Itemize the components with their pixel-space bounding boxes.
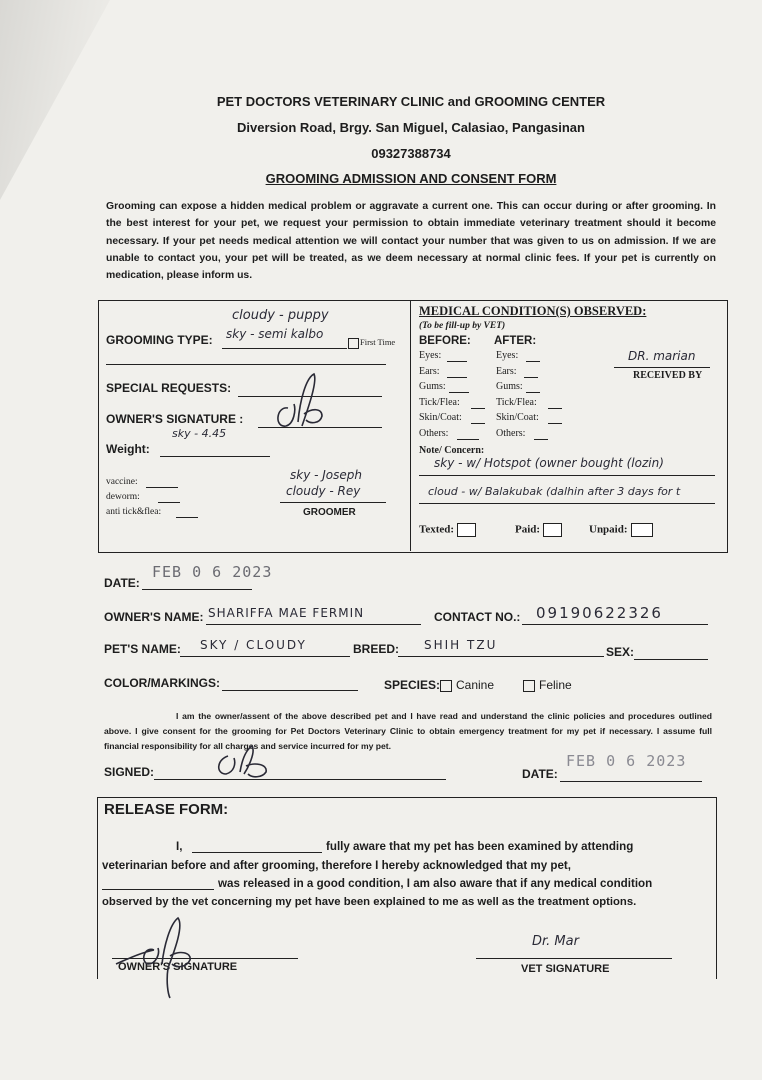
vet-signature-label: VET SIGNATURE [521, 963, 610, 975]
contact-label: CONTACT NO.: [434, 610, 521, 624]
texted-checkbox[interactable] [419, 523, 476, 537]
medical-after-row-field[interactable] [526, 361, 540, 362]
signed-label: SIGNED: [104, 765, 155, 779]
received-by-value: DR. marian [628, 349, 696, 363]
release-line3: was released in a good condition, I am also aware that if any medical condition [218, 877, 653, 890]
release-owner-signature-label: OWNER'S SIGNATURE [118, 961, 238, 973]
date-field[interactable] [142, 589, 252, 590]
tick-flea-field[interactable] [176, 517, 198, 518]
special-requests-label: SPECIAL REQUESTS: [106, 381, 232, 395]
clinic-address: Diversion Road, Brgy. San Miguel, Calasiao, Pangasinan [237, 120, 585, 135]
note-field-2 [419, 503, 715, 504]
medical-before-row-field[interactable] [471, 408, 485, 409]
grooming-type-line2: sky - semi kalbo [226, 327, 324, 341]
signed-date-field[interactable] [560, 781, 702, 782]
color-field[interactable] [222, 690, 358, 691]
signed-date-stamp: FEB 0 6 2023 [566, 752, 687, 770]
species-feline-option[interactable] [523, 678, 572, 692]
species-canine-option[interactable] [440, 678, 494, 692]
release-line2: veterinarian before and after grooming, therefore I hereby acknowledged that my pet, [102, 859, 572, 872]
owner-name-label: OWNER'S NAME: [104, 610, 204, 624]
medical-before-row-field[interactable] [471, 423, 485, 424]
release-pet-field[interactable] [102, 889, 214, 890]
medical-before-row-label: Eyes: [419, 350, 442, 361]
received-by-label: RECEIVED BY [633, 370, 703, 381]
canine-box-icon [440, 680, 452, 692]
medical-after-row-field[interactable] [548, 408, 562, 409]
after-label: AFTER: [494, 335, 537, 347]
date-stamp: FEB 0 6 2023 [152, 563, 273, 581]
groomer-line1: sky - Joseph [290, 468, 362, 482]
consent-paragraph: I am the owner/assent of the above described pet and I have read and understand the clinic policies and procedures outlined above. I give consent for the grooming for Pet Doctors Veterinary Clinic to obtain emergency treatment for my pet if necessary. I assume full financial responsibility for all charges and service incurred for my pet. [104, 711, 712, 751]
medical-after-row-field[interactable] [524, 377, 538, 378]
medical-after-row-label: Skin/Coat: [496, 412, 539, 423]
owner-signature-scribble [270, 370, 330, 440]
received-by-line [614, 367, 710, 368]
groomer-line [280, 502, 386, 503]
medical-after-row-label: Tick/Flea: [496, 396, 537, 408]
medical-before-row-field[interactable] [457, 439, 479, 440]
groomer-label: GROOMER [303, 507, 356, 518]
first-time-label: First Time [360, 337, 396, 347]
release-name-field[interactable] [192, 852, 322, 853]
clinic-name: PET DOCTORS VETERINARY CLINIC and GROOMING CENTER [216, 94, 606, 109]
release-title: RELEASE FORM: [104, 801, 229, 818]
unpaid-box-icon [631, 523, 653, 537]
breed-value: SHIH TZU [424, 638, 498, 652]
medical-after-row-field[interactable] [534, 439, 548, 440]
texted-box-icon [457, 523, 476, 537]
sex-label: SEX: [606, 645, 635, 659]
medical-after-row-label: Ears: [496, 365, 517, 377]
medical-after-row-field[interactable] [548, 423, 562, 424]
signed-scribble [212, 744, 282, 794]
weight-value: sky - 4.45 [172, 427, 227, 440]
pet-name-field[interactable] [180, 656, 350, 657]
medical-before-row-field[interactable] [449, 392, 469, 393]
note-label: Note/ Concern: [419, 445, 485, 456]
signed-date-label: DATE: [522, 767, 558, 781]
sex-field[interactable] [634, 659, 708, 660]
vet-signature-line[interactable] [476, 958, 672, 959]
release-owner-scribble [114, 912, 204, 1002]
texted-label: Texted: [419, 523, 455, 536]
owner-signature-label: OWNER'S SIGNATURE : [106, 412, 244, 426]
clinic-phone: 09327388734 [371, 146, 451, 161]
grooming-type-line-2 [106, 364, 386, 365]
first-time-box-icon [348, 338, 359, 349]
species-feline-label: Feline [539, 678, 572, 692]
unpaid-label: Unpaid: [589, 523, 628, 536]
color-label: COLOR/MARKINGS: [104, 676, 220, 690]
signed-field[interactable] [154, 779, 446, 780]
pet-name-label: PET'S NAME: [104, 642, 181, 656]
before-label: BEFORE: [419, 335, 471, 347]
unpaid-checkbox[interactable] [589, 523, 653, 537]
first-time-checkbox[interactable] [348, 337, 395, 349]
paid-box-icon [543, 523, 562, 537]
medical-before-row-label: Ears: [419, 365, 440, 377]
owner-name-field[interactable] [206, 624, 421, 625]
medical-before-row-label: Tick/Flea: [419, 396, 460, 408]
species-canine-label: Canine [456, 678, 495, 692]
vaccine-field[interactable] [146, 487, 178, 488]
deworm-label: deworm: [106, 492, 140, 502]
note-line1: sky - w/ Hotspot (owner bought (lozin) [434, 456, 664, 470]
intro-paragraph: Grooming can expose a hidden medical problem or aggravate a current one. This can occur during or after grooming. In the best interest for your pet, we request your permission to obtain immediate veterinary treatment should it become necessary. If your pet needs medical attention we will contact your number that was given to us on admission. If we are unable to contact you, your pet will be treated, as we deem necessary at normal clinic fees. If your pet is currently on medication, please inform us. [106, 201, 716, 282]
feline-box-icon [523, 680, 535, 692]
owner-name-value: SHARIFFA MAE FERMIN [208, 606, 365, 620]
breed-label: BREED: [353, 642, 400, 656]
date-label: DATE: [104, 576, 140, 590]
grooming-type-line1: cloudy - puppy [232, 308, 329, 323]
grooming-type-line [222, 348, 347, 349]
groomer-line2: cloudy - Rey [286, 484, 361, 498]
medical-before-row-field[interactable] [447, 361, 467, 362]
release-line1-end: fully aware that my pet has been examined by attending [326, 840, 634, 853]
medical-before-row-field[interactable] [447, 377, 467, 378]
breed-field[interactable] [398, 656, 604, 657]
vaccine-label: vaccine: [106, 477, 138, 487]
tick-flea-label: anti tick&flea: [106, 507, 162, 517]
note-line2: cloud - w/ Balakubak (dalhin after 3 days for t [428, 485, 681, 498]
medical-subtitle: (To be fill-up by VET) [419, 321, 506, 331]
medical-after-row-label: Eyes: [496, 350, 519, 361]
pet-name-value: SKY / CLOUDY [200, 638, 307, 652]
weight-field[interactable] [160, 456, 270, 457]
medical-title: MEDICAL CONDITION(S) OBSERVED: [419, 304, 647, 318]
medical-after-row-label: Others: [496, 427, 526, 439]
medical-after-row-field[interactable] [526, 392, 540, 393]
paid-checkbox[interactable] [515, 523, 562, 537]
deworm-field[interactable] [158, 502, 180, 503]
species-label: SPECIES: [384, 678, 441, 692]
vet-signature-value: Dr. Mar [532, 934, 579, 949]
contact-field[interactable] [522, 624, 708, 625]
box-divider [410, 301, 411, 551]
medical-before-row-label: Skin/Coat: [419, 412, 462, 423]
weight-label: Weight: [106, 442, 150, 456]
paid-label: Paid: [515, 523, 541, 536]
form-title: GROOMING ADMISSION AND CONSENT FORM [265, 171, 557, 186]
grooming-type-label: GROOMING TYPE: [106, 333, 213, 347]
medical-before-row-label: Gums: [419, 381, 446, 392]
note-field-1 [419, 475, 715, 476]
contact-value: 09190622326 [536, 604, 663, 622]
release-line4: observed by the vet concerning my pet have been explained to me as well as the treatment options. [102, 896, 637, 908]
medical-after-row-label: Gums: [496, 381, 523, 392]
medical-before-row-label: Others: [419, 427, 449, 439]
release-line1-start: I, [176, 840, 183, 853]
